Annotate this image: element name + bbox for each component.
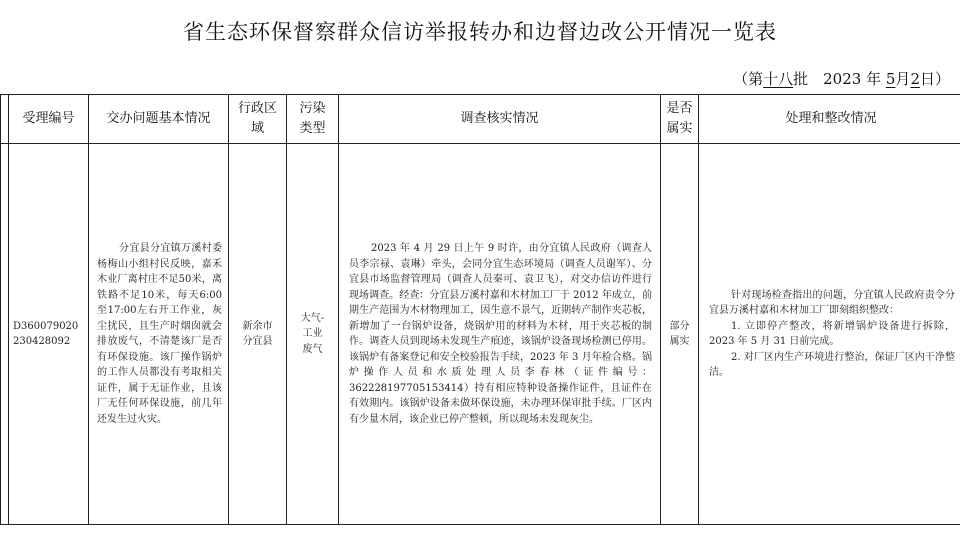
row-blank [1,144,9,525]
table-header-row [1,95,960,144]
handling-cell [699,144,960,525]
header-problem: 交办问题基本情况 [89,95,229,144]
header-blank [1,95,9,144]
header-verified: 是否属实 [661,95,699,144]
case-id-cell [9,144,89,525]
handling-intro: 针对现场检查指出的问题，分宜镇人民政府责令分宜县万溪村嘉和木材加工厂即刻组织整改： [709,289,955,316]
verified-text: 部分属实 [669,320,690,347]
investigation-text [339,241,660,427]
header-investigation: 调查核实情况 [339,95,661,144]
pollution-text: 大气-工业废气 [300,312,325,355]
handling-item-1: 1. 立即停产整改，将新增锅炉设备进行拆除，2023 年 5 月 31 日前完成。 [709,320,955,347]
header-region: 行政区域 [229,95,287,144]
batch-close: 日） [919,70,950,88]
region-text: 新余市分宜县 [242,320,273,347]
report-table [0,94,960,525]
verified-cell [661,144,699,525]
page-title: 省生态环保督察群众信访举报转办和边督边改公开情况一览表 [183,20,777,44]
investigation-cell [339,144,661,525]
batch-month: 5 [885,70,896,88]
batch-number: 十八 [763,70,794,88]
header-pollution: 污染类型 [287,95,339,144]
region-cell [229,144,287,525]
problem-text: 分宜县分宜镇万溪村委杨梅山小组村民反映，嘉禾木业厂离村庄不足50米，离铁路不足10米，每天6:00至17:00左右开工作业，灰尘扰民，且生产时烟囱就会排放废气，不清楚该厂是否有环保设施。该厂操作锅炉的工作人员都没有考取相关证件，属于无证作业，且该厂无任何环保设施，前几年还发生过火灾。 [97,243,222,425]
investigation-paragraph: 2023 年 4 月 29 日上午 9 时许，由分宜镇人民政府（调查人员李宗禄、袁琳）牵头，会同分宜生态环境局（调查人员谢军）、分宜县市场监督管理局（调查人员秦可、袁卫飞），对交办信访件进行现场调查。经查：分宜县万溪村嘉和木材加工厂于 2012 年成立，前期生产范围为木材物理加工，因生意不景气，近期转产制作夹芯板，新增加了一台锅炉设备，烧锅炉用的材料为木材，用于夹芯板的制作。调查人员到现场未发现生产痕迹，该锅炉设备现场检测已停用。该锅炉有备案登记和安全校验报告手续，2023 年 3 月年检合格。锅炉操作人员和水质处理人员李春林（证件编号：362228197705153414）持有相应特种设备操作证件，且证件在有效期内。该锅炉设备未做环保设施，未办理环保审批手续。厂区内有少量木屑，该企业已停产整顿，所以现场未发现灰尘。 [349,243,652,425]
problem-cell [89,144,229,525]
handling-text [699,288,960,381]
batch-info [733,68,950,89]
batch-day: 2 [910,70,920,88]
table-row [1,144,960,525]
batch-year: 批 2023 年 [793,70,882,88]
batch-open: （第 [733,70,764,88]
batch-month-suffix: 月 [895,70,911,88]
case-id: D360079020230428092 [13,320,79,347]
pollution-cell [287,144,339,525]
header-case-id: 受理编号 [9,95,89,144]
handling-item-2: 2. 对厂区内生产环境进行整治，保证厂区内干净整洁。 [709,351,955,378]
header-handling: 处理和整改情况 [699,95,960,144]
